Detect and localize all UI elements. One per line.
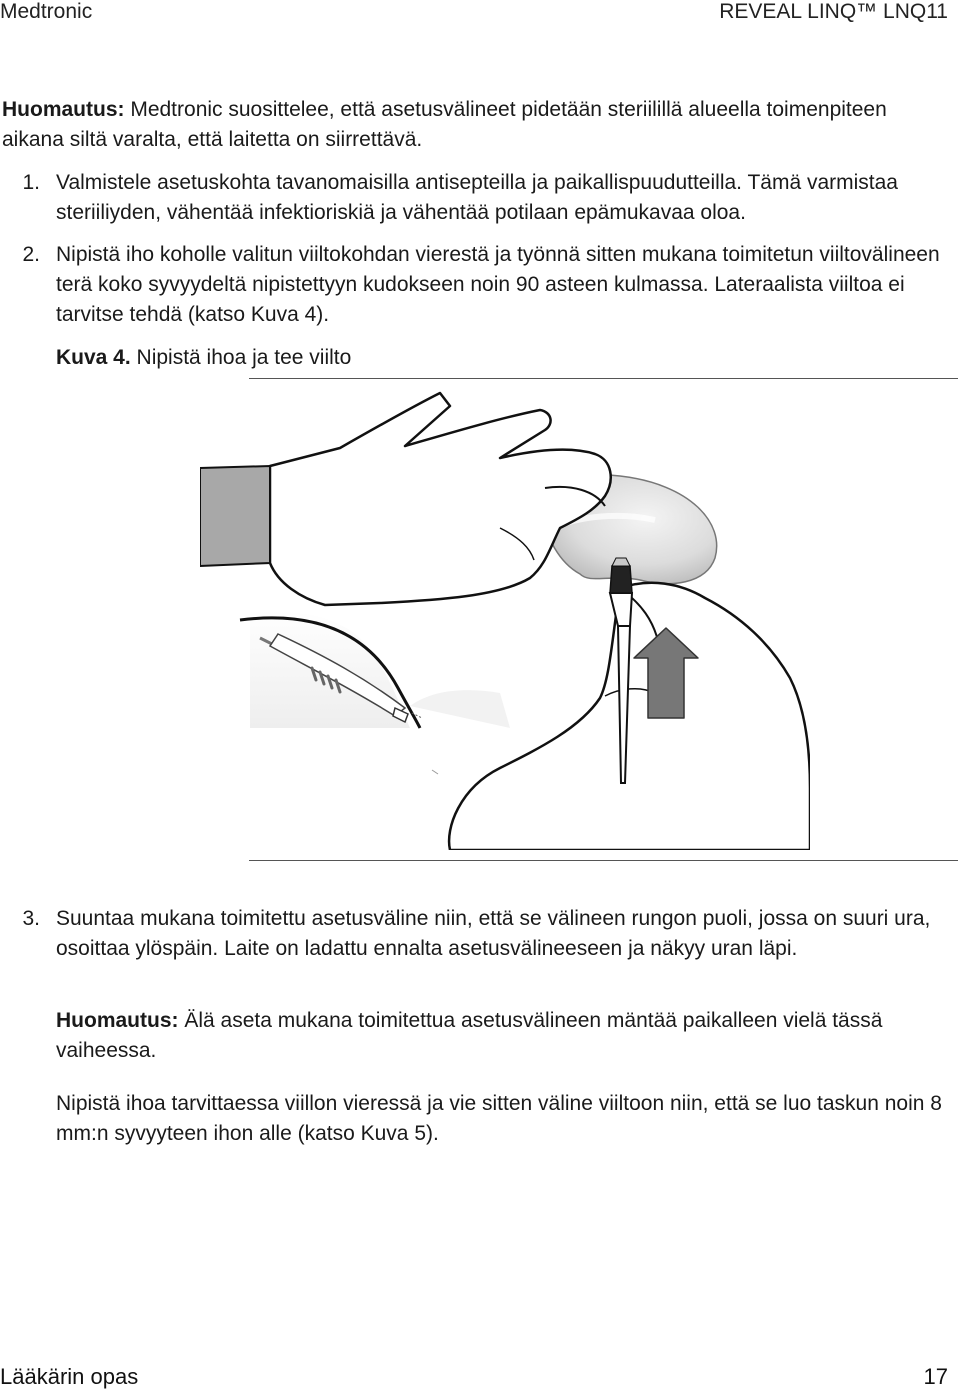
figure-top-rule: [249, 378, 958, 379]
figure-bottom-rule: [249, 860, 958, 861]
step-number: 3.: [22, 907, 40, 930]
figure-label: Kuva 4.: [56, 346, 131, 369]
step-number: 2.: [22, 243, 40, 266]
note-text: Älä aseta mukana toimitettua asetusvälineen mäntää paikalleen vielä tässä vaiheessa.: [56, 1009, 883, 1062]
step-text: Suuntaa mukana toimitettu asetusväline niin, että se välineen rungon puoli, jossa on suuri ura, osoittaa ylöspäin. Laite on ladattu ennalta asetusvälineeseen ja näkyy uran läpi.: [56, 907, 931, 960]
note-paragraph-1: [2, 95, 902, 155]
upper-hand: [200, 393, 611, 605]
step-number: 1.: [22, 171, 40, 194]
step-text: Nipistä iho koholle valitun viiltokohdan vierestä ja työnnä sitten mukana toimitetun viiltovälineen terä koko syvyydeltä nipistettyyn kudokseen noin 90 asteen kulmassa. Lateraalista viiltoa ei tarvitse tehdä (katso Kuva 4).: [56, 243, 940, 326]
header-brand: Medtronic: [0, 0, 93, 23]
note-paragraph-2: [56, 1006, 956, 1066]
illustration-pinch-and-incise: [200, 388, 810, 850]
page-number: 17: [923, 1364, 948, 1389]
note-label: Huomautus:: [56, 1009, 179, 1032]
footer-guide-title: Lääkärin opas: [0, 1364, 139, 1389]
body-paragraph: Nipistä ihoa tarvittaessa viillon vieressä ja vie sitten väline viiltoon niin, että se luo taskun noin 8 mm:n syvyyteen ihon alle (katso Kuva 5).: [56, 1092, 942, 1145]
note-text: Medtronic suosittelee, että asetusvälineet pidetään steriilillä alueella toimenpiteen aikana siltä varalta, että laitetta on siirrettävä.: [2, 98, 887, 151]
figure-caption: [56, 343, 351, 373]
note-label: Huomautus:: [2, 98, 125, 121]
figure-caption-text: Nipistä ihoa ja tee viilto: [130, 346, 352, 369]
header-product: REVEAL LINQ™ LNQ11: [719, 0, 948, 23]
step-text: Valmistele asetuskohta tavanomaisilla antisepteilla ja paikallispuudutteilla. Tämä varmistaa steriiliyden, vähentää infektioriskiä ja vähentää potilaan epämukavaa oloa.: [56, 171, 898, 224]
inset-detail: [240, 610, 510, 774]
